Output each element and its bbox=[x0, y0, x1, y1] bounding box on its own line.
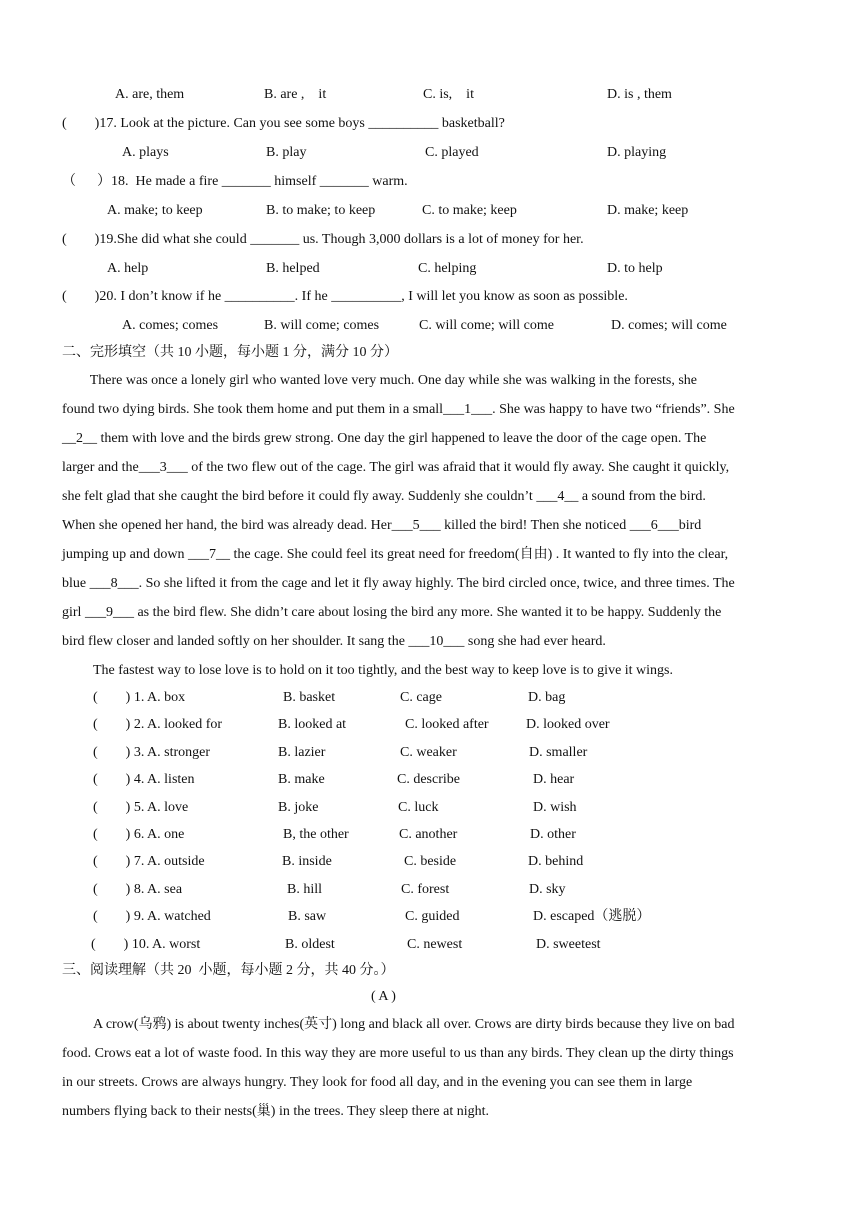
q20-option-c: C. will come; will come bbox=[419, 318, 554, 333]
passage-a-line: numbers flying back to their nests(巢) in the trees. They sleep there at night. bbox=[62, 1104, 490, 1119]
cloze-option-d: D. other bbox=[530, 827, 576, 842]
q20-stem: ( )20. I don’t know if he __________. If he __________, I will let you know as soon as possible. bbox=[62, 289, 628, 304]
cloze-line: found two dying birds. She took them home and put them in a small___1___. She was happy to have two “friends”. She bbox=[62, 402, 735, 417]
q18-option-c: C. to make; keep bbox=[422, 203, 517, 218]
cloze-option-d: D. sky bbox=[529, 882, 566, 897]
cloze-option-c: C. luck bbox=[398, 800, 439, 815]
cloze-option-c: C. looked after bbox=[405, 717, 489, 732]
passage-a-label: ( A ) bbox=[371, 989, 396, 1004]
cloze-option-b: B. saw bbox=[288, 909, 327, 924]
cloze-question-stem: ( ) 4. A. listen bbox=[93, 772, 195, 787]
cloze-option-b: B. oldest bbox=[285, 937, 335, 952]
passage-a-line: food. Crows eat a lot of waste food. In this way they are more useful to us than any birds. They clean up the dirty things bbox=[62, 1046, 734, 1061]
passage-a-line: in our streets. Crows are always hungry. They look for food all day, and in the evening you can see them in large bbox=[62, 1075, 693, 1090]
cloze-line: There was once a lonely girl who wanted love very much. One day while she was walking in the forests, she bbox=[62, 373, 698, 388]
q16-option-b: B. are , it bbox=[264, 87, 327, 102]
q17-stem: ( )17. Look at the picture. Can you see some boys __________ basketball? bbox=[62, 116, 505, 131]
passage-a-line: A crow(乌鸦) is about twenty inches(英寸) long and black all over. Crows are dirty birds because they live on bad bbox=[93, 1017, 735, 1032]
cloze-option-d: D. bag bbox=[528, 690, 566, 705]
q19-option-d: D. to help bbox=[607, 261, 663, 276]
cloze-line: When she opened her hand, the bird was already dead. Her___5___ killed the bird! Then she noticed ___6___bird bbox=[62, 518, 702, 533]
q17-option-a: A. plays bbox=[122, 145, 169, 160]
cloze-line: bird flew closer and landed softly on her shoulder. It sang the ___10___ song she had ever heard. bbox=[62, 634, 606, 649]
moral-sentence: The fastest way to lose love is to hold on it too tightly, and the best way to keep love is to give it wings. bbox=[93, 663, 674, 678]
q16-option-c: C. is, it bbox=[423, 87, 474, 102]
q18-option-a: A. make; to keep bbox=[107, 203, 203, 218]
cloze-question-stem: ( ) 9. A. watched bbox=[93, 909, 211, 924]
cloze-question-stem: ( ) 7. A. outside bbox=[93, 854, 205, 869]
section3-heading: 三、阅读理解（共 20 小题，每小题 2 分，共 40 分。） bbox=[62, 963, 395, 978]
q18-option-d: D. make; keep bbox=[607, 203, 689, 218]
q18-stem: （ ）18. He made a fire _______ himself _______ warm. bbox=[62, 174, 408, 189]
cloze-line: she felt glad that she caught the bird before it could fly away. Suddenly she couldn’t ___4__ a sound from the bird. bbox=[62, 489, 706, 504]
cloze-option-d: D. sweetest bbox=[536, 937, 601, 952]
q20-option-a: A. comes; comes bbox=[122, 318, 219, 333]
q17-option-d: D. playing bbox=[607, 145, 667, 160]
cloze-option-b: B. joke bbox=[278, 800, 319, 815]
cloze-line: __2__ them with love and the birds grew strong. One day the girl happened to leave the door of the cage open. The bbox=[62, 431, 707, 446]
cloze-option-d: D. behind bbox=[528, 854, 584, 869]
q19-option-a: A. help bbox=[107, 261, 149, 276]
cloze-line: blue ___8___. So she lifted it from the cage and let it fly away highly. The bird circled once, twice, and three times. The bbox=[62, 576, 735, 591]
cloze-line: girl ___9___ as the bird flew. She didn’t care about losing the bird any more. She wanted it to be happy. Suddenly the bbox=[62, 605, 722, 620]
q16-option-d: D. is , them bbox=[607, 87, 672, 102]
q19-stem: ( )19.She did what she could _______ us. Though 3,000 dollars is a lot of money for her. bbox=[62, 232, 584, 247]
cloze-question-stem: ( ) 6. A. one bbox=[93, 827, 185, 842]
q18-option-b: B. to make; to keep bbox=[266, 203, 376, 218]
cloze-line: jumping up and down ___7__ the cage. She could feel its great need for freedom(自由) . It wanted to fly into the clear, bbox=[62, 547, 729, 562]
q20-option-d: D. comes; will come bbox=[611, 318, 727, 333]
cloze-option-b: B, the other bbox=[283, 827, 349, 842]
cloze-option-b: B. basket bbox=[283, 690, 336, 705]
section2-heading: 二、完形填空（共 10 小题，每小题 1 分，满分 10 分） bbox=[62, 345, 398, 360]
cloze-option-c: C. another bbox=[399, 827, 458, 842]
cloze-option-b: B. hill bbox=[287, 882, 323, 897]
q17-option-c: C. played bbox=[425, 145, 479, 160]
cloze-line: larger and the___3___ of the two flew out of the cage. The girl was afraid that it would fly away. She caught it quickly, bbox=[62, 460, 730, 475]
cloze-option-d: D. smaller bbox=[529, 745, 588, 760]
cloze-question-stem: ( ) 5. A. love bbox=[93, 800, 189, 815]
q19-option-b: B. helped bbox=[266, 261, 320, 276]
cloze-option-c: C. cage bbox=[400, 690, 442, 705]
cloze-option-b: B. looked at bbox=[278, 717, 347, 732]
cloze-option-c: C. beside bbox=[404, 854, 457, 869]
cloze-question-stem: ( ) 3. A. stronger bbox=[93, 745, 211, 760]
cloze-option-b: B. make bbox=[278, 772, 325, 787]
cloze-option-b: B. lazier bbox=[278, 745, 326, 760]
q20-option-b: B. will come; comes bbox=[264, 318, 380, 333]
cloze-option-c: C. describe bbox=[397, 772, 460, 787]
cloze-option-c: C. newest bbox=[407, 937, 463, 952]
cloze-question-stem: ( ) 10. A. worst bbox=[91, 937, 201, 952]
q19-option-c: C. helping bbox=[418, 261, 477, 276]
cloze-option-c: C. weaker bbox=[400, 745, 457, 760]
cloze-question-stem: ( ) 8. A. sea bbox=[93, 882, 183, 897]
q16-option-a: A. are, them bbox=[115, 87, 185, 102]
cloze-question-stem: ( ) 1. A. box bbox=[93, 690, 186, 705]
cloze-option-d: D. escaped（逃脱） bbox=[533, 909, 651, 924]
cloze-question-stem: ( ) 2. A. looked for bbox=[93, 717, 223, 732]
cloze-option-c: C. forest bbox=[401, 882, 450, 897]
cloze-option-b: B. inside bbox=[282, 854, 332, 869]
cloze-option-c: C. guided bbox=[405, 909, 460, 924]
cloze-option-d: D. looked over bbox=[526, 717, 610, 732]
q17-option-b: B. play bbox=[266, 145, 307, 160]
cloze-option-d: D. hear bbox=[533, 772, 575, 787]
cloze-option-d: D. wish bbox=[533, 800, 577, 815]
